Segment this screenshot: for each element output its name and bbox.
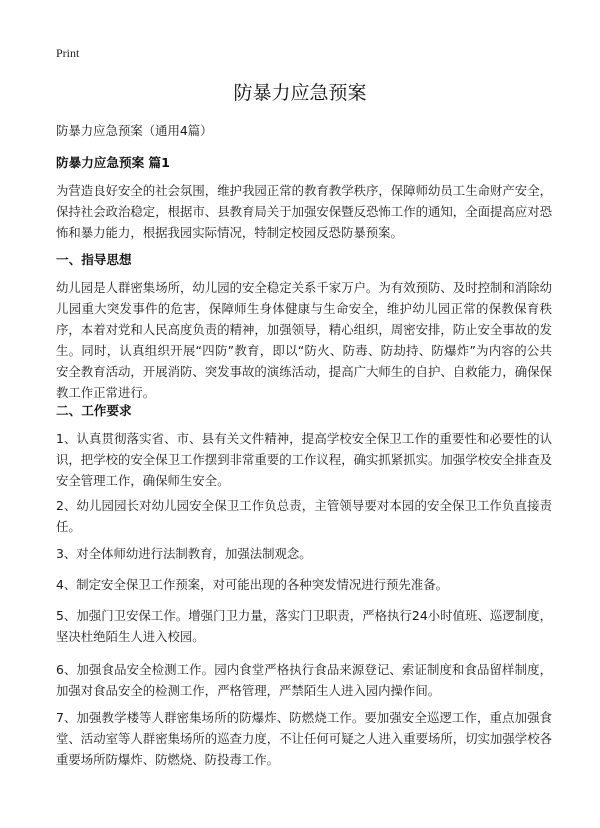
intro-paragraph: 为营造良好安全的社会氛围，维护我园正常的教育教学秩序，保障师幼员工生命财产安全，保持社会政治稳定，根据市、县教育局关于加强安保暨反恐怖工作的通知，全面提高应对恐怖和暴力能力，根据我园实际情况，特制定校园反恐防暴预案。 [56,183,552,240]
section-heading-work-requirements: 二、工作要求 [56,403,132,418]
requirement-item-7: 7、加强教学楼等人群密集场所的防爆炸、防燃烧工作。要加强安全巡逻工作，重点加强食堂、活动室等人群密集场所的巡查力度，不让任何可疑之人进入重要场所，切实加强学校各重要场所防爆炸、防燃烧、防投毒工作。 [56,710,552,767]
document-subtitle: 防暴力应急预案（通用4篇） [56,123,213,138]
article-heading: 防暴力应急预案 篇1 [56,155,170,170]
requirement-item-5: 5、加强门卫安保工作。增强门卫力量，落实门卫职责，严格执行24小时值班、巡逻制度，坚决杜绝陌生人进入校园。 [56,608,552,644]
print-label: Print [56,46,80,60]
section-heading-guiding-ideology: 一、指导思想 [56,252,132,267]
requirement-item-4: 4、制定安全保卫工作预案，对可能出现的各种突发情况进行预先准备。 [56,577,448,592]
requirement-item-2: 2、幼儿园园长对幼儿园安全保卫工作负总责，主管领导要对本园的安全保卫工作负直接责任。 [56,498,552,534]
document-title: 防暴力应急预案 [233,82,367,104]
requirement-item-3: 3、对全体师幼进行法制教育，加强法制观念。 [56,546,312,561]
requirement-item-6: 6、加强食品安全检测工作。园内食堂严格执行食品来源登记、索证制度和食品留样制度，加强对食品安全的检测工作，严格管理，严禁陌生人进入园内操作间。 [56,662,552,698]
requirement-item-1: 1、认真贯彻落实省、市、县有关文件精神，提高学校安全保卫工作的重要性和必要性的认识，把学校的安全保卫工作摆到非常重要的工作议程，确实抓紧抓实。加强学校安全排查及安全管理工作，确保师生安全。 [56,431,552,488]
section-paragraph-guiding-ideology: 幼儿园是人群密集场所，幼儿园的安全稳定关系千家万户。为有效预防、及时控制和消除幼儿园重大突发事件的危害，保障师生身体健康与生命安全，维护幼儿园正常的保教保育秩序，本着对党和人民高度负责的精神，加强领导，精心组织，周密安排，防止安全事故的发生。同时，认真组织开展“四防”教育，即以“防火、防毒、防劫持、防爆炸”为内容的公共安全教育活动，开展消防、突发事故的演练活动，提高广大师生的自护、自救能力，确保保教工作正常进行。 [56,280,552,400]
